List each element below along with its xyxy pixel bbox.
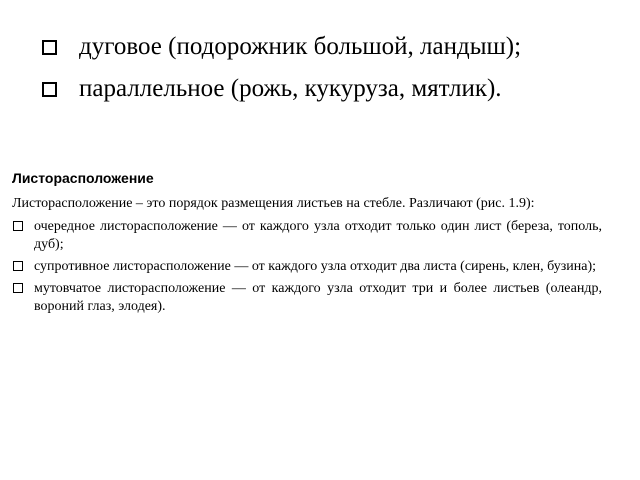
list-item-text: параллельное (рожь, кукуруза, мятлик). [79, 75, 502, 102]
list-item [42, 26, 622, 68]
checkbox-bullet-icon [42, 82, 57, 97]
list-item-text: супротивное листорасположение — от каждого узла отходит два листа (сирень, клен, бузина); [34, 259, 597, 274]
list-item [12, 218, 602, 254]
arrangement-list [12, 218, 602, 316]
list-item-text: мутовчатое листорасположение — от каждого узла отходит три и более листьев (олеандр, вороний глаз, элодея). [34, 281, 602, 314]
top-bullet-list [42, 26, 622, 110]
checkbox-bullet-icon [42, 40, 57, 55]
list-item-text: очередное листорасположение — от каждого узла отходит только один лист (береза, тополь, дуб); [34, 219, 602, 252]
checkbox-bullet-icon [13, 283, 23, 293]
leaf-arrangement-section [12, 170, 602, 316]
section-intro: Листорасположение – это порядок размещения листьев на стебле. Различают (рис. 1.9): [12, 196, 535, 211]
list-item [42, 68, 622, 110]
list-item-text: дуговое (подорожник большой, ландыш); [79, 33, 522, 60]
checkbox-bullet-icon [13, 261, 23, 271]
list-item [12, 258, 602, 276]
section-heading: Листорасположение [12, 170, 154, 186]
list-item [12, 280, 602, 316]
checkbox-bullet-icon [13, 221, 23, 231]
